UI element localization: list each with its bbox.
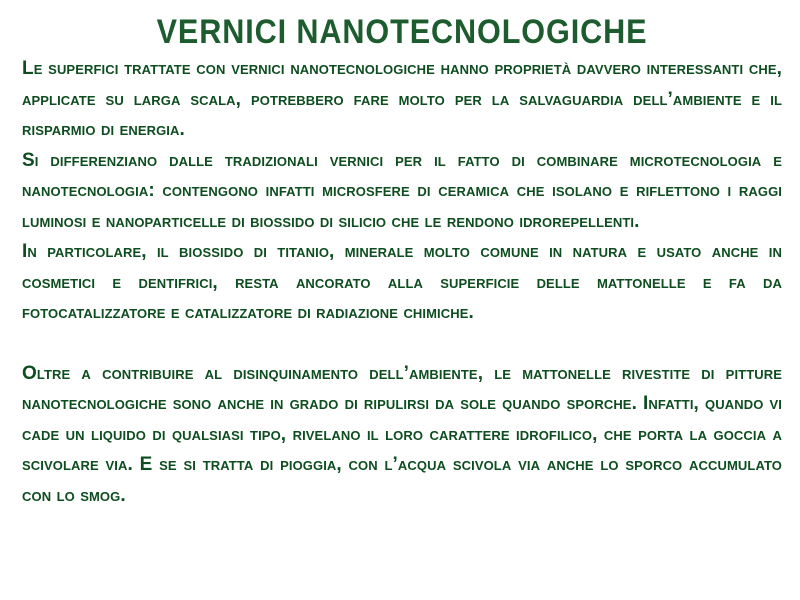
paragraph-spacer <box>22 329 782 359</box>
paragraph-4: Oltre a contribuire al disinquinamento dell’ambiente, le mattonelle rivestite di pitture nanotecnologiche sono anche in grado di ripulirsi da sole quando sporche. Infatti, quando vi cade un liquido di qualsiasi tipo, rivelano il loro carattere idrofilico, che porta la goccia a scivolare via. E se si tratta di pioggia, con l’acqua scivola via anche lo sporco accumulato con lo smog. <box>22 362 782 506</box>
paragraph-2: Si differenziano dalle tradizionali vernici per il fatto di combinare microtecnologia e nanotecnologia: contengono infatti microsfere di ceramica che isolano e riflettono i raggi luminosi e nanoparticelle di biossido di silicio che le rendono idrorepellenti. <box>22 149 782 232</box>
paragraph-1: Le superfici trattate con vernici nanotecnologiche hanno proprietà davvero interessanti che, applicate su larga scala, potrebbero fare molto per la salvaguardia dell’ambiente e il risparmio di energia. <box>22 58 782 140</box>
page-title: VERNICI NANOTECNOLOGICHE <box>156 13 648 51</box>
paragraph-3: In particolare, il biossido di titanio, minerale molto comune in natura e usato anche in cosmetici e dentifrici, resta ancorato alla superficie delle mattonelle e fa da fotocatalizzatore e catalizzatore di radiazione chimiche. <box>22 241 782 323</box>
